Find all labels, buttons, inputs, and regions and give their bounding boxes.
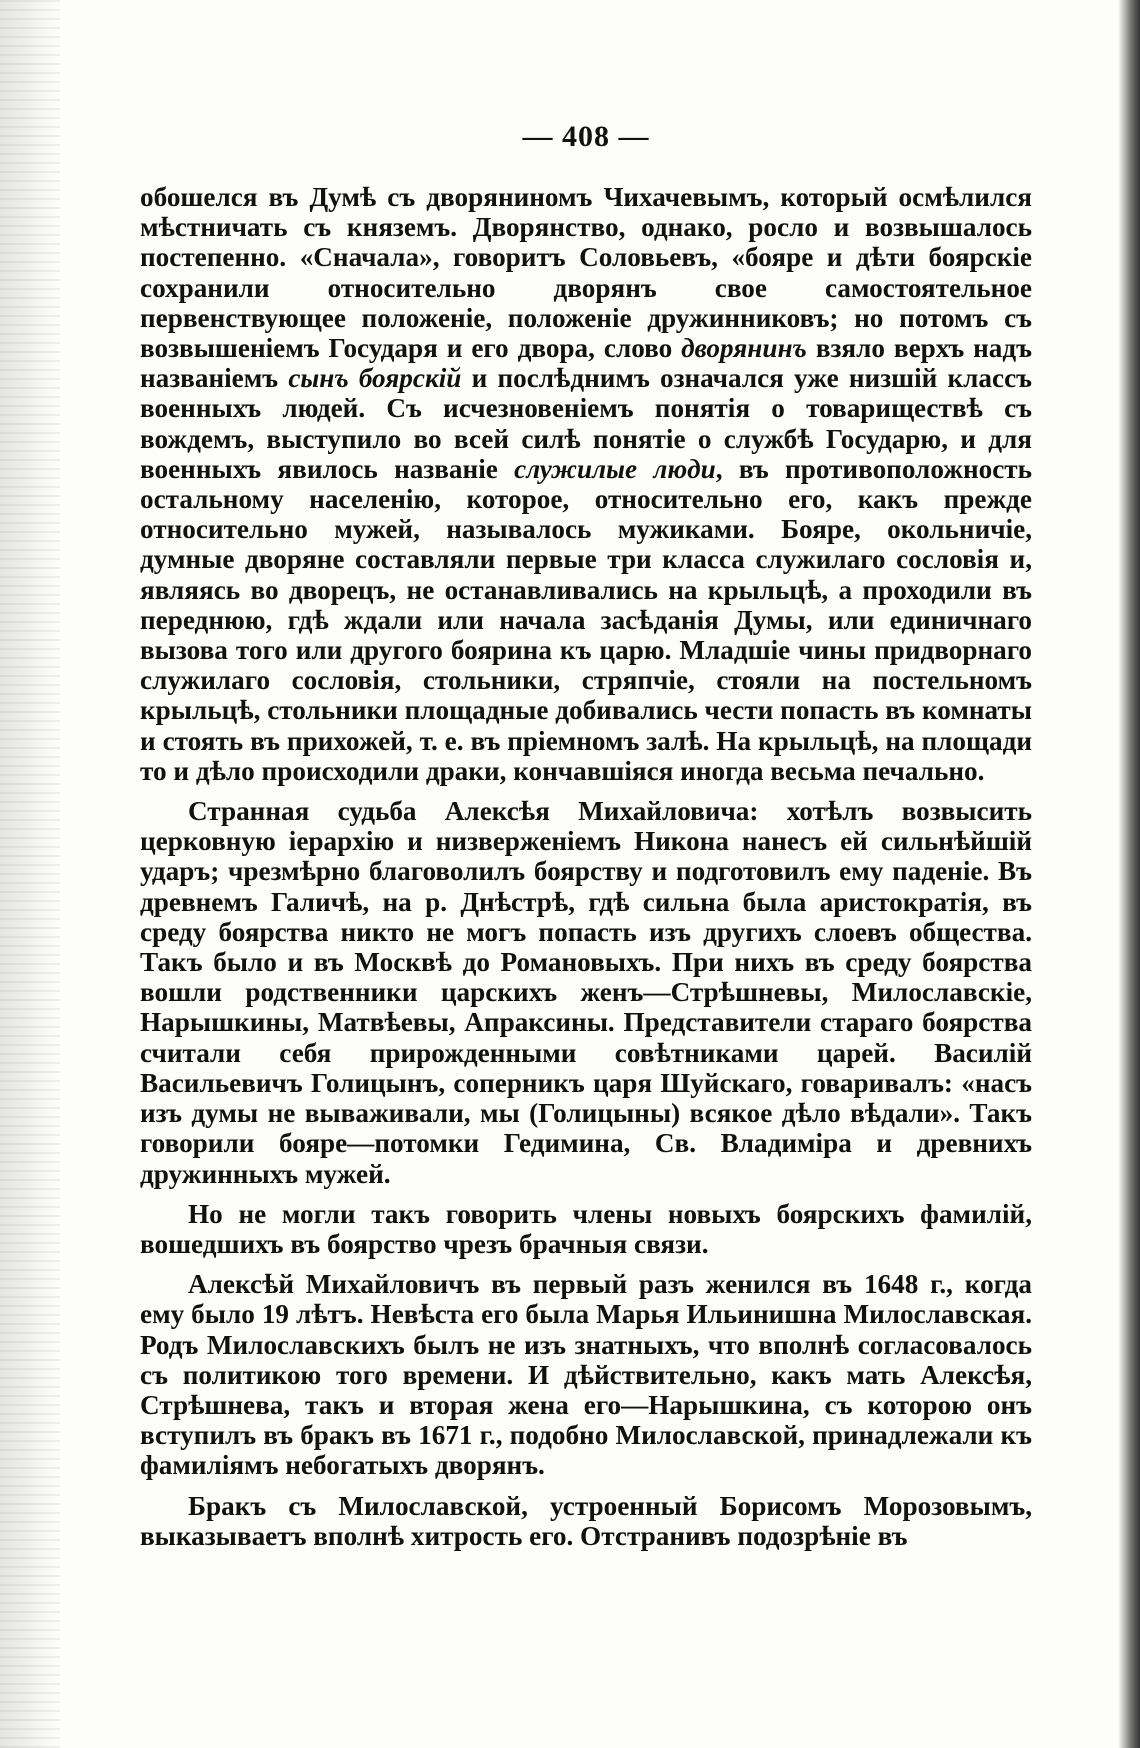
paragraph-2 bbox=[140, 796, 1032, 1189]
text-run: Алексѣй Михайловичъ въ первый разъ женился въ 1648 г., когда ему было 19 лѣтъ. Невѣста его была Марья Ильинишна Милославская. Родъ Милославскихъ былъ не изъ знатныхъ, что вполнѣ согласовалось съ политикою того времени. И дѣйствительно, какъ мать Алексѣя, Стрѣшнева, такъ и вторая жена его—Нарышкина, съ которою онъ вступилъ въ бракъ въ 1671 г., подобно Милославской, принадлежали къ фамиліямъ небогатыхъ дворянъ. bbox=[140, 1269, 1032, 1481]
text-run: и послѣднимъ означался уже низшій классъ военныхъ людей. Съ исчезновеніемъ понятія о товариществѣ съ вождемъ, выступило во всей силѣ понятіе о службѣ Государю, и для военныхъ явилось названіе bbox=[140, 363, 1032, 484]
italic-term: дворянинъ bbox=[681, 333, 807, 364]
page-text bbox=[140, 182, 1032, 1551]
text-run: обошелся въ Думѣ съ дворяниномъ Чихачевымъ, который осмѣлился мѣстничать съ княземъ. Дворянство, однако, росло и возвышалось постепенно. «Сначала», говоритъ Соловьевъ, «бояре и дѣти боярскіе сохранили относительно дворянъ свое самостоятельное первенствующее положеніе, положеніе дружинниковъ; но потомъ съ возвышеніемъ Государя и его двора, слово bbox=[140, 182, 1032, 364]
text-run: взяло верхъ надъ названіемъ bbox=[140, 333, 1032, 394]
text-run: , въ противоположность остальному населенію, которое, относительно его, какъ прежде относительно мужей, называлось мужиками. Бояре, окольничіе, думные дворяне составляли первые три класса служилаго сословія и, являясь во дворецъ, не останавливались на крыльцѣ, а проходили въ переднюю, гдѣ ждали или начала засѣданія Думы, или единичнаго вызова того или другого боярина къ царю. Младшіе чины придворнаго служилаго сословія, стольники, стряпчіе, стояли на постельномъ крыльцѣ, стольники площадные добивались чести попасть въ комнаты и стоять въ прихожей, т. е. въ пріемномъ залѣ. На крыльцѣ, на площади то и дѣло происходили драки, кончавшіяся иногда весьма печально. bbox=[140, 453, 1033, 786]
italic-term: служилые люди bbox=[514, 453, 716, 484]
paragraph-3 bbox=[140, 1199, 1032, 1259]
paragraph-5 bbox=[140, 1491, 1032, 1551]
text-run: Странная судьба Алексѣя Михайловича: хотѣлъ возвысить церковную іерархію и низверженіемъ Никона нанесъ ей сильнѣйшій ударъ; чрезмѣрно благоволилъ боярству и подготовилъ ему паденіе. Въ древнемъ Галичѣ, на р. Днѣстрѣ, гдѣ сильна была аристократія, въ среду боярства никто не могъ попасть изъ другихъ слоевъ общества. Такъ было и въ Москвѣ до Романовыхъ. При нихъ въ среду боярства вошли родственники царскихъ женъ—Стрѣшневы, Милославскіе, Нарышкины, Матвѣевы, Апраксины. Представители стараго боярства считали себя прирожденными совѣтниками царей. Василій Васильевичъ Голицынъ, соперникъ царя Шуйскаго, говаривалъ: «насъ изъ думы не вываживали, мы (Голицыны) всякое дѣло вѣдали». Такъ говорили бояре—потомки Гедимина, Св. Владиміра и древнихъ дружинныхъ мужей. bbox=[140, 796, 1032, 1189]
italic-term: сынъ боярскій bbox=[288, 363, 462, 394]
scan-edge-right bbox=[1118, 0, 1140, 1748]
page-number: — 408 — bbox=[522, 120, 650, 153]
text-run: Но не могли такъ говорить члены новыхъ боярскихъ фамилій, вошедшихъ въ боярство чрезъ брачныя связи. bbox=[140, 1198, 1032, 1259]
paragraph-1 bbox=[140, 182, 1032, 786]
text-run: Бракъ съ Милославской, устроенный Борисомъ Морозовымъ, выказываетъ вполнѣ хитрость его. Отстранивъ подозрѣніе въ bbox=[140, 1490, 1032, 1551]
paragraph-4 bbox=[140, 1269, 1032, 1480]
book-page bbox=[140, 120, 1032, 1551]
scan-edge-left bbox=[0, 0, 60, 1748]
